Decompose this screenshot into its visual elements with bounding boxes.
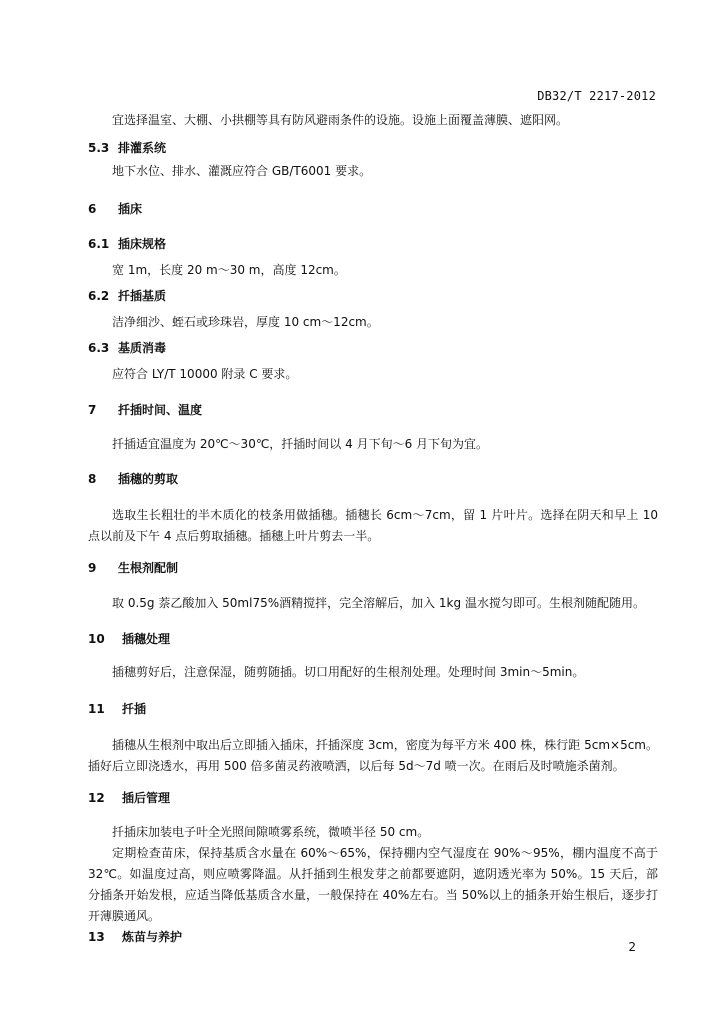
section-title: 扦插时间、温度 xyxy=(118,403,203,417)
section-number: 6 xyxy=(88,202,97,216)
section-title: 基质消毒 xyxy=(118,341,167,355)
disinfection-paragraph: 应符合 LY/T 10000 附录 C 要求。 xyxy=(112,367,298,381)
section-title: 插穗处理 xyxy=(122,632,171,646)
section-number: 7 xyxy=(88,403,97,417)
substrate-paragraph: 洁净细沙、蛭石或珍珠岩，厚度 10 cm～12cm。 xyxy=(112,315,379,329)
section-title: 插床规格 xyxy=(118,237,167,251)
mist-system-paragraph: 扦插床加装电子叶全光照间隙喷雾系统，微喷半径 50 cm。 xyxy=(112,825,430,839)
section-title: 插穗的剪取 xyxy=(118,472,179,486)
section-heading xyxy=(88,340,166,356)
rooting-agent-paragraph: 取 0.5g 萘乙酸加入 50ml75%酒精搅拌，完全溶解后，加入 1kg 温水搅匀即可。生根剂随配随用。 xyxy=(112,596,645,610)
document-code: DB32/T 2217-2012 xyxy=(537,89,656,103)
section-heading xyxy=(88,790,170,806)
section-title: 生根剂配制 xyxy=(118,561,179,575)
page-number: 2 xyxy=(628,940,636,954)
management-paragraph: 定期检查苗床，保持基质含水量在 60%～65%，保持棚内空气湿度在 90%～95%，棚内温度不高于 32℃。如温度过高，则应喷雾降温。从扦插到生根发芽之前都要遮阴，遮阴透光率为 50%。15 天后，部分插条开始发根，应适当降低基质含水量，一般保持在 40%左右。当 50%以上的插条开始生根后，逐步打开薄膜通风。 xyxy=(88,846,658,923)
section-number: 12 xyxy=(88,791,105,805)
section-heading xyxy=(88,402,202,418)
section-title: 扦插 xyxy=(122,702,147,716)
section-heading xyxy=(88,201,142,217)
section-heading xyxy=(88,560,178,576)
section-title: 扦插基质 xyxy=(118,289,167,303)
drainage-paragraph: 地下水位、排水、灌溉应符合 GB/T6001 要求。 xyxy=(112,164,372,178)
section-number: 6.1 xyxy=(88,237,110,251)
section-heading xyxy=(88,288,166,304)
section-heading xyxy=(88,236,166,252)
cutting-selection-paragraph: 选取生长粗壮的半木质化的枝条用做插穗。插穗长 6cm～7cm，留 1 片叶片。选择在阴天和早上 10 点以前及下午 4 点后剪取插穗。插穗上叶片剪去一半。 xyxy=(88,508,658,543)
section-title: 插后管理 xyxy=(122,791,171,805)
bed-spec-paragraph: 宽 1m，长度 20 m～30 m，高度 12cm。 xyxy=(112,263,346,277)
section-heading xyxy=(88,701,146,717)
section-number: 9 xyxy=(88,561,97,575)
section-number: 8 xyxy=(88,472,97,486)
section-number: 13 xyxy=(88,930,105,944)
section-heading xyxy=(88,929,182,945)
cutting-time-paragraph: 扦插适宜温度为 20℃～30℃，扦插时间以 4 月下旬～6 月下旬为宜。 xyxy=(112,437,489,451)
cutting-treatment-paragraph: 插穗剪好后，注意保湿，随剪随插。切口用配好的生根剂处理。处理时间 3min～5min。 xyxy=(112,665,585,679)
section-heading xyxy=(88,631,170,647)
section-number: 11 xyxy=(88,702,105,716)
section-heading xyxy=(88,140,166,156)
facility-paragraph: 宜选择温室、大棚、小拱棚等具有防风避雨条件的设施。设施上面覆盖薄膜、遮阳网。 xyxy=(112,113,569,127)
section-number: 5.3 xyxy=(88,141,110,155)
section-number: 6.2 xyxy=(88,289,110,303)
section-number: 6.3 xyxy=(88,341,110,355)
section-number: 10 xyxy=(88,632,105,646)
planting-paragraph: 插穗从生根剂中取出后立即插入插床，扦插深度 3cm，密度为每平方米 400 株，株行距 5cm×5cm。插好后立即浇透水，再用 500 倍多菌灵药液喷洒，以后每 5d～7d 喷一次。在雨后及时喷施杀菌剂。 xyxy=(88,738,658,773)
section-heading xyxy=(88,471,178,487)
section-title: 炼苗与养护 xyxy=(122,930,183,944)
section-title: 插床 xyxy=(118,202,143,216)
section-title: 排灌系统 xyxy=(118,141,167,155)
